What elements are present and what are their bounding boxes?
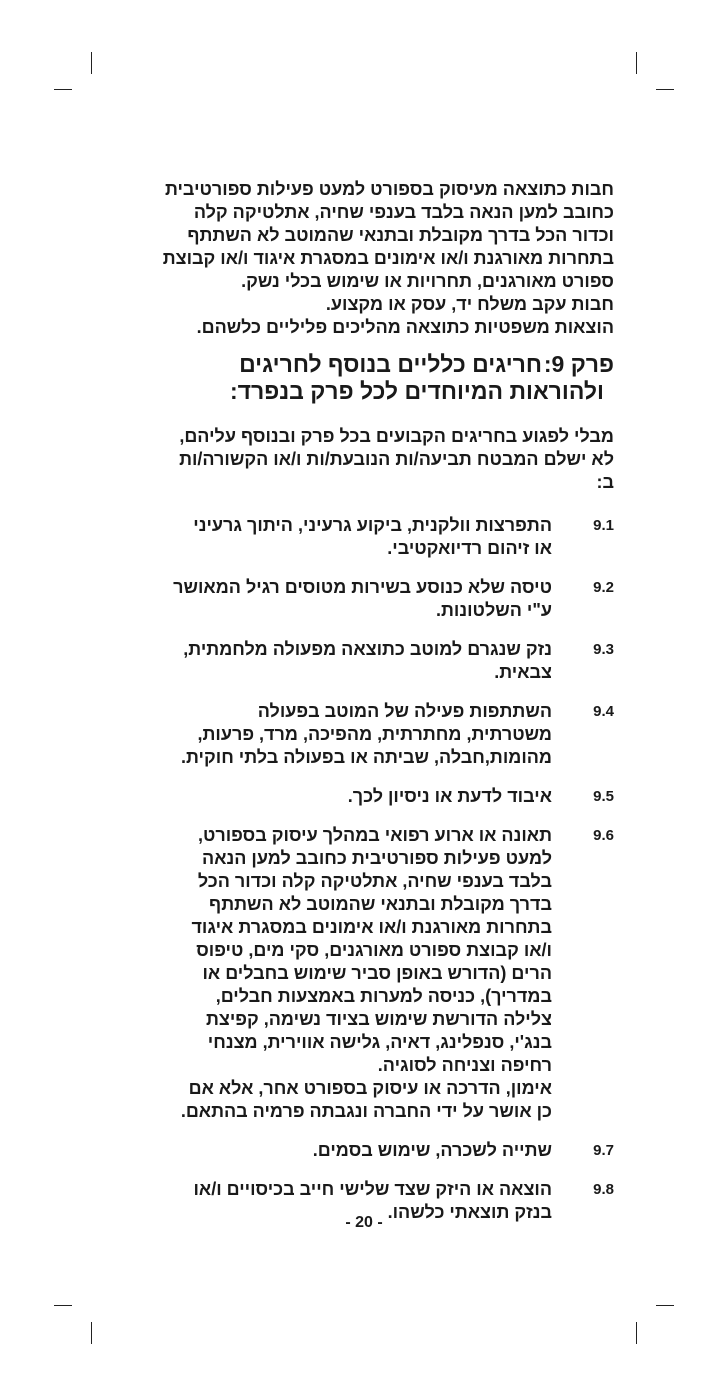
item-number: 9.7 [593, 1142, 614, 1159]
item-line: התפרצות וולקנית, ביקוע גרעיני, היתוך גרעיני [193, 515, 552, 535]
exclusion-item [126, 824, 614, 1123]
crop-mark [656, 89, 674, 90]
crop-mark [636, 52, 637, 74]
text-line: חבות כתוצאה מעיסוק בספורט למעט פעילות ספורטיבית [164, 179, 614, 199]
text-line: ספורט מאורגנים, תחרויות או שימוש בכלי נשק. [241, 271, 614, 291]
item-line: הוצאה או היזק שצד שלישי חייב בכיסויים ו/או [193, 1179, 552, 1199]
item-line: במדריך), כניסה למערות באמצעות חבלים, [215, 986, 552, 1006]
text-line: חבות עקב משלח יד, עסק או מקצוע. [325, 294, 614, 314]
item-line: תאונה או ארוע רפואי במהלך עיסוק בספורט, [197, 825, 552, 845]
crop-mark [636, 1322, 637, 1344]
item-line: צבאית. [494, 662, 552, 682]
text-line: הוצאות משפטיות כתוצאה מהליכים פליליים כלשהם. [196, 317, 614, 337]
item-number: 9.5 [593, 788, 614, 805]
item-number: 9.6 [593, 827, 614, 844]
exclusion-item [126, 638, 614, 684]
exclusion-item [126, 785, 614, 808]
text-line: ב: [596, 472, 614, 492]
exclusion-item [126, 576, 614, 622]
item-number: 9.8 [593, 1181, 614, 1198]
item-number: 9.3 [593, 641, 614, 658]
chapter-number: פרק 9: [543, 351, 614, 377]
document-page [126, 178, 614, 1224]
item-line: בתחרות מאורגנת ו/או אימונים במסגרת איגוד [191, 917, 552, 937]
item-line: בדרך מקובלת ובתנאי שהמוטב לא השתתף [209, 894, 552, 914]
item-line: ו/או קבוצת ספורט מאורגנים, סקי מים, טיפוס [196, 940, 552, 960]
item-line: אימון, הדרכה או עיסוק בספורט אחר, אלא אם [188, 1078, 552, 1098]
chapter-title-line: ולהוראות המיוחדים לכל פרק בנפרד: [229, 378, 604, 404]
item-line: או זיהום רדיואקטיבי. [387, 538, 552, 558]
exclusion-item [126, 700, 614, 769]
item-line: מהומות,חבלה, שביתה או בפעולה בלתי חוקית. [181, 747, 552, 767]
exclusion-item [126, 1139, 614, 1162]
item-line: משטרתית, מחתרתית, מהפיכה, מרד, פרעות, [197, 724, 552, 744]
item-line: צלילה הדורשת שימוש בציוד נשימה, קפיצת [205, 1009, 552, 1029]
chapter-title-line: חריגים כלליים בנוסף לחריגים [239, 351, 542, 377]
crop-mark [91, 52, 92, 74]
page-number: - 20 - [345, 1214, 383, 1231]
item-line: כן אושר על ידי החברה ונגבתה פרמיה בהתאם. [180, 1101, 552, 1121]
crop-mark [91, 1322, 92, 1344]
item-line: השתתפות פעילה של המוטב בפעולה [257, 701, 552, 721]
item-number: 9.4 [593, 703, 614, 720]
item-line: בנזק תוצאתי כלשהו. [387, 1202, 552, 1222]
intro-paragraph [126, 178, 614, 339]
text-line: לא ישלם המבטח תביעה/ות הנובעת/ות ו/או הקשורה/ות [179, 449, 614, 469]
crop-mark [54, 89, 72, 90]
text-line: מבלי לפגוע בחריגים הקבועים בכל פרק ובנוסף עליהם, [179, 426, 614, 446]
item-line: נזק שנגרם למוטב כתוצאה מפעולה מלחמתית, [183, 639, 552, 659]
crop-mark [54, 1305, 72, 1306]
item-line: בנג'י, סנפלינג, דאיה, גלישה אווירית, מצנחי [207, 1032, 552, 1052]
item-number: 9.2 [593, 579, 614, 596]
text-line: כחובב למען הנאה בלבד בענפי שחיה, אתלטיקה קלה [193, 202, 614, 222]
item-line: רחיפה וצניחה לסוגיה. [377, 1055, 552, 1075]
item-line: למעט פעילות ספורטיבית כחובב למען הנאה [202, 848, 552, 868]
text-line: בתחרות מאורגנת ו/או אימונים במסגרת איגוד ו/או קבוצת [162, 248, 614, 268]
lead-paragraph [126, 425, 614, 494]
item-line: איבוד לדעת או ניסיון לכך. [347, 786, 552, 806]
item-number: 9.1 [593, 517, 614, 534]
chapter-heading [126, 351, 614, 405]
item-line: הרים (הדורש באופן סביר שימוש בחבלים או [202, 963, 552, 983]
item-line: בלבד בענפי שחיה, אתלטיקה קלה וכדור הכל [197, 871, 552, 891]
exclusion-item [126, 514, 614, 560]
item-line: ע"י השלטונות. [436, 600, 552, 620]
item-line: שתייה לשכרה, שימוש בסמים. [312, 1140, 552, 1160]
text-line: וכדור הכל בדרך מקובלת ובתנאי שהמוטב לא השתתף [187, 225, 614, 245]
item-line: טיסה שלא כנוסע בשירות מטוסים רגיל המאושר [173, 577, 552, 597]
crop-mark [656, 1305, 674, 1306]
